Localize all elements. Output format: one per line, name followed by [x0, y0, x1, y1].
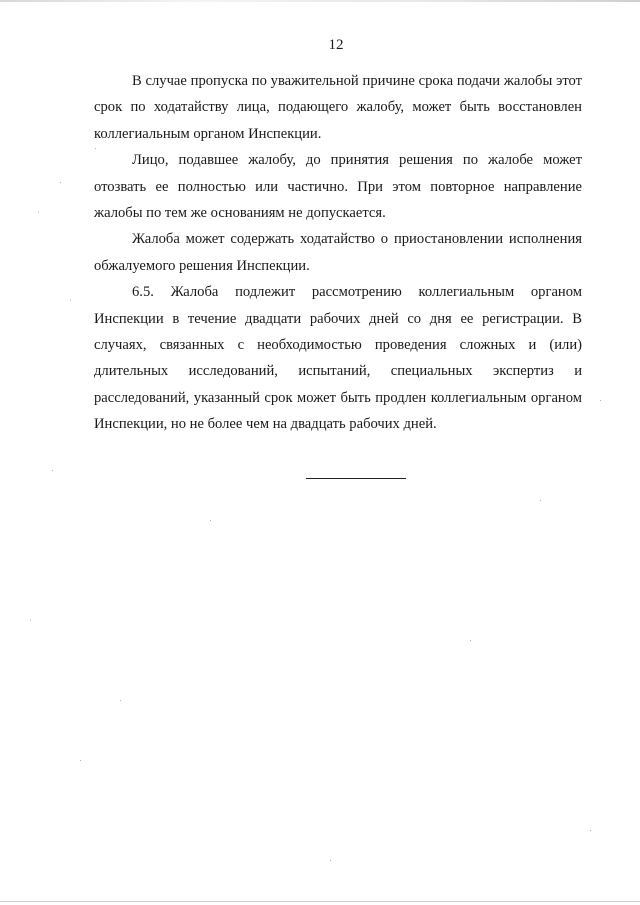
scan-speck: [80, 760, 81, 761]
end-of-text-rule: [306, 478, 406, 479]
scan-top-edge: [0, 0, 640, 2]
scan-speck: [210, 520, 211, 521]
scan-speck: [590, 830, 591, 831]
scan-speck: [470, 640, 471, 641]
scan-speck: [52, 470, 53, 471]
scan-speck: [540, 500, 541, 501]
paragraph-deadline-restoration: В случае пропуска по уважительной причине срока подачи жалобы этот срок по ходатайству лица, подающего жалобу, может быть восстановлен коллегиальным органом Инспекции.: [94, 73, 582, 142]
scan-speck: [70, 300, 71, 301]
paragraph-complaint-withdrawal: Лицо, подавшее жалобу, до принятия решения по жалобе может отозвать ее полностью или частично. При этом повторное направление жалобы по тем же основаниям не допускается.: [94, 152, 582, 222]
document-body: [94, 68, 582, 438]
scan-speck: [600, 400, 601, 401]
scan-speck: [95, 148, 96, 149]
scan-speck: [120, 700, 121, 701]
scan-speck: [330, 860, 331, 861]
scan-speck: [60, 182, 61, 183]
scan-speck: [30, 620, 31, 621]
scan-speck: [38, 212, 39, 213]
scan-bottom-edge: [0, 901, 640, 902]
paragraph-review-period: 6.5. Жалоба подлежит рассмотрению коллегиальным органом Инспекции в течение двадцати рабочих дней со дня ее регистрации. В случаях, связанных с необходимостью проведения сложных и (или) длительных исследований, испытаний, специальных экспертиз и расследований, указанный срок может быть продлен коллегиальным органом Инспекции, но не более чем на двадцать рабочих дней.: [94, 284, 582, 433]
paragraph-suspension-request: Жалоба может содержать ходатайство о приостановлении исполнения обжалуемого решения Инспекции.: [94, 231, 582, 274]
page-number: 12: [328, 37, 344, 53]
